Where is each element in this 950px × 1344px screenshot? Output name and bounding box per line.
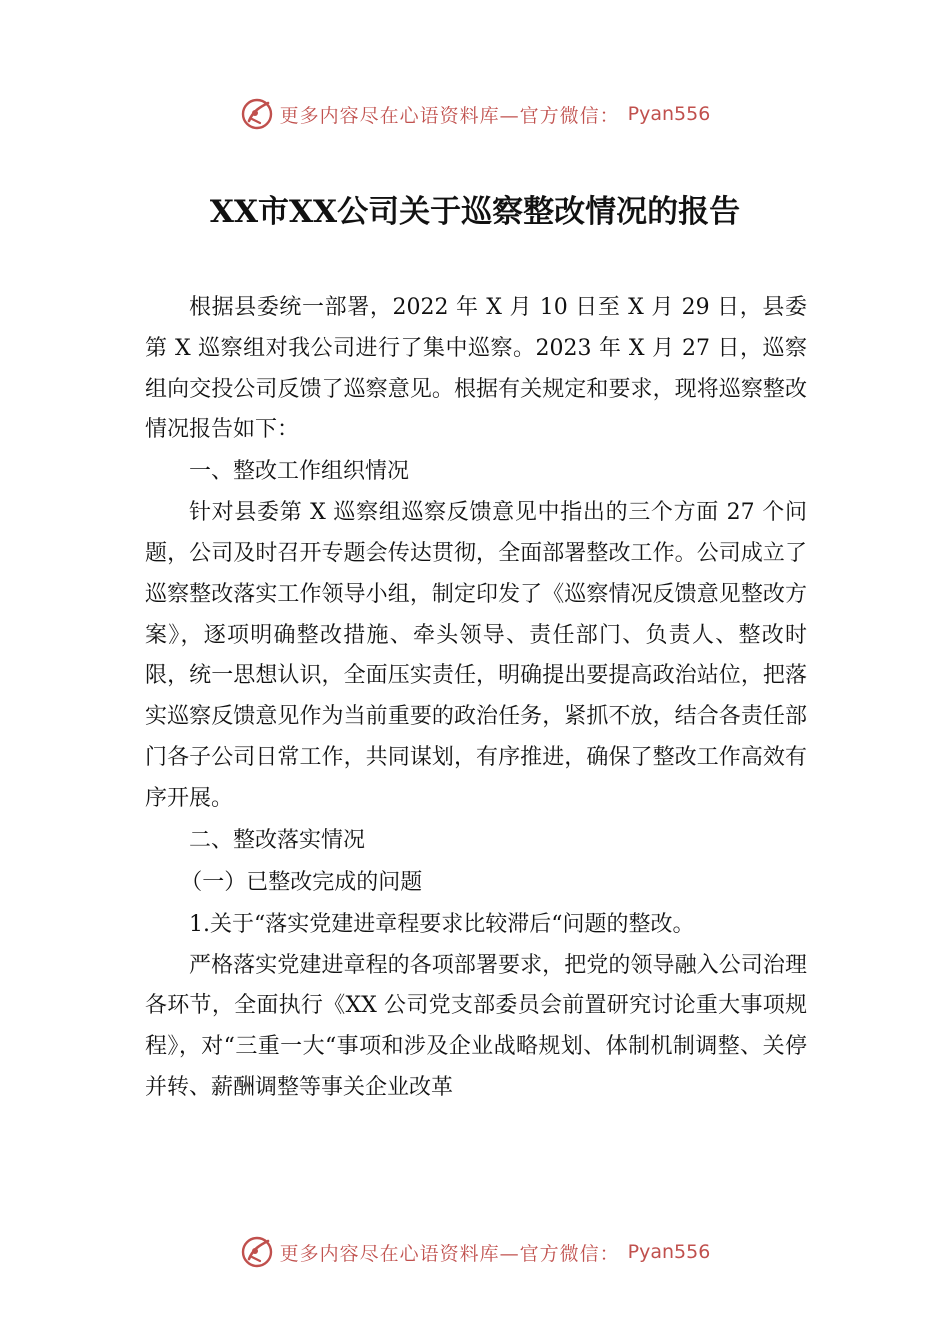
- watermark-header: [0, 94, 950, 134]
- document-title: XX市XX公司关于巡察整改情况的报告: [209, 194, 741, 230]
- brand-logo-icon: [240, 97, 274, 131]
- subsection-heading-1: （一）已整改完成的问题: [180, 869, 423, 895]
- section-heading-1: 一、整改工作组织情况: [189, 459, 410, 485]
- section-1-paragraph: 针对县委第 X 巡察组巡察反馈意见中指出的三个方面 27 个问题，公司及时召开专题会传达贯彻，全面部署整改工作。公司成立了巡察整改落实工作领导小组，制定印发了《巡察情况反馈意见整改方案》，逐项明确整改措施、牵头领导、责任部门、负责人、整改时限，统一思想认识，全面压实责任，明确提出要提高政治站位，把落实巡察反馈意见作为当前重要的政治任务，紧抓不放，结合各责任部门各子公司日常工作，共同谋划，有序推进，确保了整改工作高效有序开展。: [145, 500, 807, 811]
- brand-logo-icon: [240, 1235, 274, 1269]
- watermark-wechat-id: Pyan556: [627, 103, 711, 125]
- intro-paragraph: 根据县委统一部署，2022 年 X 月 10 日至 X 月 29 日，县委第 X 巡察组对我公司进行了集中巡察。2023 年 X 月 27 日，巡察组向交投公司反馈了巡察意见。根据有关规定和要求，现将巡察整改情况报告如下：: [145, 295, 807, 443]
- section-heading-2: 二、整改落实情况: [189, 827, 366, 853]
- watermark-text: 更多内容尽在心语资料库—官方微信：: [279, 104, 620, 127]
- item-heading-1: 1.关于“落实党建进章程要求比较滞后“问题的整改。: [189, 911, 695, 937]
- document-body: [145, 288, 807, 1109]
- item-1-paragraph: 严格落实党建进章程的各项部署要求，把党的领导融入公司治理各环节，全面执行《XX 公司党支部委员会前置研究讨论重大事项规程》，对“三重一大“事项和涉及企业战略规划、体制机制调整、关停并转、薪酬调整等事关企业改革: [145, 952, 807, 1100]
- watermark-wechat-id: Pyan556: [627, 1241, 711, 1263]
- watermark-text: 更多内容尽在心语资料库—官方微信：: [279, 1242, 620, 1265]
- watermark-footer: [0, 1232, 950, 1272]
